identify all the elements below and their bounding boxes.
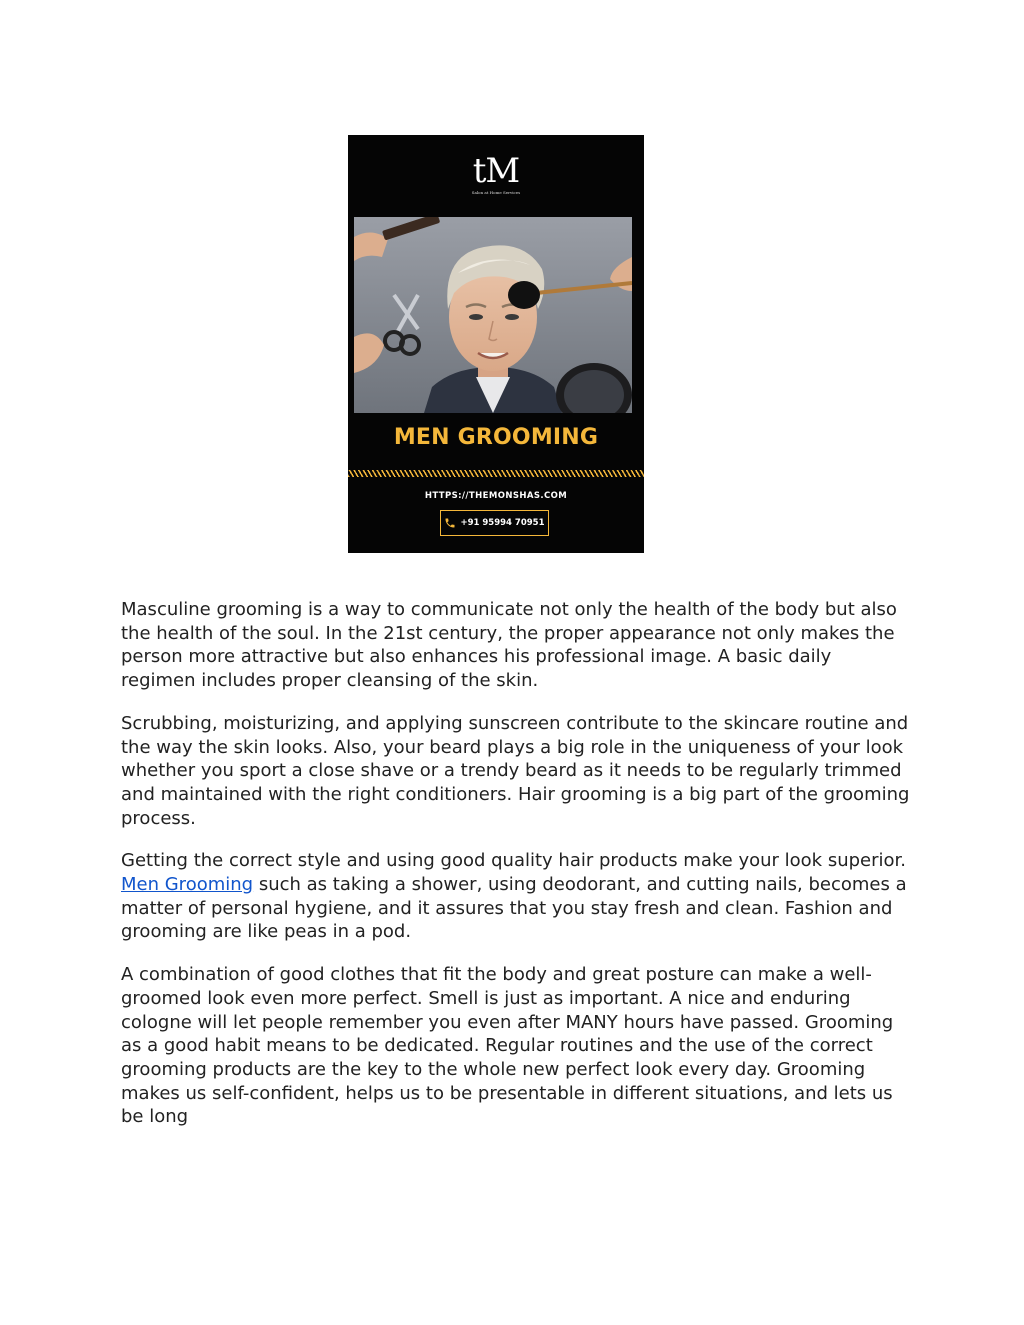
poster-title: MEN GROOMING: [393, 425, 599, 450]
grooming-illustration: [354, 217, 632, 413]
poster-phone-box: [440, 510, 549, 536]
men-grooming-link[interactable]: Men Grooming: [121, 874, 254, 896]
hatch-divider: [348, 470, 644, 477]
phone-icon: [444, 517, 456, 529]
article-body: [121, 598, 911, 1148]
paragraph-1: Masculine grooming is a way to communicate not only the health of the body but also the health of the soul. In the 21st century, the proper appearance not only makes the person more attractive but also enhances his professional image. A basic daily regimen includes proper cleansing of the skin.: [121, 599, 897, 692]
men-grooming-poster: [348, 135, 644, 553]
paragraph-4: A combination of good clothes that fit the body and great posture can make a well-groomed look even more perfect. Smell is just as important. A nice and enduring cologne will let people remember you even after MANY hours have passed. Grooming as a good habit means to be dedicated. Regular routines and the use of the correct grooming products are the key to the whole new perfect look every day. Grooming makes us self-confident, helps us to be presentable in different situations, and lets us be long: [121, 964, 894, 1128]
logo-subtitle: Salon at Home Services: [471, 190, 521, 195]
poster-phone: +91 95994 70951: [460, 518, 545, 528]
paragraph-3: [121, 849, 911, 944]
logo-mark: tM: [472, 151, 520, 191]
paragraph-2: Scrubbing, moisturizing, and applying sunscreen contribute to the skincare routine and the way the skin looks. Also, your beard plays a big role in the uniqueness of your look whether you sport a close shave or a trendy beard as it needs to be regularly trimmed and maintained with the right conditioners. Hair grooming is a big part of the grooming process.: [121, 712, 910, 829]
paragraph-3-start: Getting the correct style and using good quality hair products make your look superior.: [121, 850, 906, 872]
brand-logo: [348, 153, 644, 195]
paragraph-3-end: such as taking a shower, using deodorant, and cutting nails, becomes a matter of personal hygiene, and it assures that you stay fresh and clean. Fashion and grooming are like peas in a pod.: [121, 874, 907, 943]
grooming-photo: [354, 217, 632, 413]
poster-url: HTTPS://THEMONSHAS.COM: [424, 491, 568, 501]
